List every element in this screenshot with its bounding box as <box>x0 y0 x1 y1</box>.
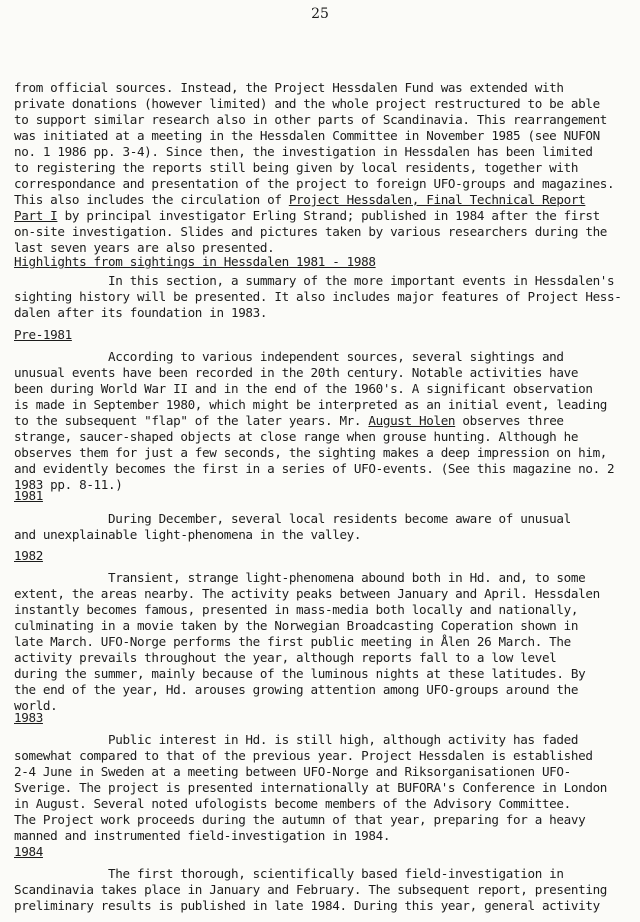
section-heading: 1983 <box>14 710 43 725</box>
text-line: to the subsequent "flap" of the later years. Mr. August Holen observes three <box>14 413 564 428</box>
text-line: observes them for just a few seconds, the sighting makes a deep impression on him, <box>14 445 608 460</box>
text-line: During December, several local residents become aware of unusual <box>14 511 571 526</box>
text-line: culminating in a movie taken by the Norwegian Broadcasting Coperation shown in <box>14 618 579 633</box>
text-line: instantly becomes famous, presented in mass-media both locally and nationally, <box>14 602 579 617</box>
text-line: from official sources. Instead, the Project Hessdalen Fund was extended with <box>14 80 564 95</box>
text-line: been during World War II and in the end of the 1960's. A significant observation <box>14 381 593 396</box>
text-line: correspondance and presentation of the project to foreign UFO-groups and magazines. <box>14 176 615 191</box>
text-line: sighting history will be presented. It also includes major features of Project Hess- <box>14 289 622 304</box>
section-heading: Highlights from sightings in Hessdalen 1981 - 1988 <box>14 254 376 269</box>
text-line: private donations (however limited) and the whole project restructured to be able <box>14 96 600 111</box>
text-line: In this section, a summary of the more important events in Hessdalen's <box>14 273 615 288</box>
text-line: to support similar research also in other parts of Scandinavia. This rearrangement <box>14 112 608 127</box>
text-line: Transient, strange light-phenomena abound both in Hd. and, to some <box>14 570 586 585</box>
text-line: 1983 pp. 8-11.) <box>14 477 123 492</box>
text-line: late March. UFO-Norge performs the first public meeting in Ålen 26 March. The <box>14 634 571 649</box>
text-line: the end of the year, Hd. arouses growing attention among UFO-groups around the <box>14 682 579 697</box>
text-line: last seven years are also presented. <box>14 240 275 255</box>
text-line: The first thorough, scientifically based field-investigation in <box>14 866 564 881</box>
text-line: Scandinavia takes place in January and February. The subsequent report, presenting <box>14 882 608 897</box>
underlined-reference: Part I <box>14 208 58 223</box>
text-line: somewhat compared to that of the previous year. Project Hessdalen is established <box>14 748 593 763</box>
text-line: no. 1 1986 pp. 3-4). Since then, the investigation in Hessdalen has been limited <box>14 144 593 159</box>
text-line: world. <box>14 698 58 713</box>
text-line: on-site investigation. Slides and pictures taken by various researchers during the <box>14 224 608 239</box>
underlined-reference: Project Hessdalen, Final Technical Report <box>288 192 586 207</box>
text-line: This also includes the circulation of Project Hessdalen, Final Technical Report <box>14 192 586 207</box>
text-line: manned and instrumented field-investigation in 1984. <box>14 828 391 843</box>
text-line: Sverige. The project is presented internationally at BUFORA's Conference in London <box>14 780 608 795</box>
text-line: activity prevails throughout the year, although reports fall to a low level <box>14 650 557 665</box>
section-heading: 1982 <box>14 548 43 563</box>
text-line: in August. Several noted ufologists become members of the Advisory Committee. <box>14 796 571 811</box>
text-line: unusual events have been recorded in the 20th century. Notable activities have <box>14 365 579 380</box>
section-heading: 1984 <box>14 844 43 859</box>
text-line: to registering the reports still being given by local residents, together with <box>14 160 579 175</box>
text-line: strange, saucer-shaped objects at close range when grouse hunting. Although he <box>14 429 579 444</box>
text-line: is made in September 1980, which might be interpreted as an initial event, leading <box>14 397 608 412</box>
underlined-reference: August Holen <box>368 413 456 428</box>
text-line: and unexplainable light-phenomena in the valley. <box>14 527 362 542</box>
text-line: preliminary results is published in late 1984. During this year, general activity <box>14 898 600 913</box>
text-line: dalen after its foundation in 1983. <box>14 305 268 320</box>
text-line: Public interest in Hd. is still high, although activity has faded <box>14 732 579 747</box>
text-line: extent, the areas nearby. The activity peaks between January and April. Hessdalen <box>14 586 600 601</box>
text-line: 2-4 June in Sweden at a meeting between UFO-Norge and Riksorganisationen UFO- <box>14 764 571 779</box>
text-line: and evidently becomes the first in a series of UFO-events. (See this magazine no. 2 <box>14 461 615 476</box>
text-line: According to various independent sources, several sightings and <box>14 349 564 364</box>
page-number: 25 <box>311 6 329 22</box>
text-line: Part I by principal investigator Erling Strand; published in 1984 after the first <box>14 208 600 223</box>
text-line: The Project work proceeds during the autumn of that year, preparing for a heavy <box>14 812 586 827</box>
text-line: during the summer, mainly because of the luminous nights at these latitudes. By <box>14 666 586 681</box>
section-heading: Pre-1981 <box>14 327 72 342</box>
section-heading: 1981 <box>14 488 43 503</box>
text-line: was initiated at a meeting in the Hessdalen Committee in November 1985 (see NUFON <box>14 128 600 143</box>
